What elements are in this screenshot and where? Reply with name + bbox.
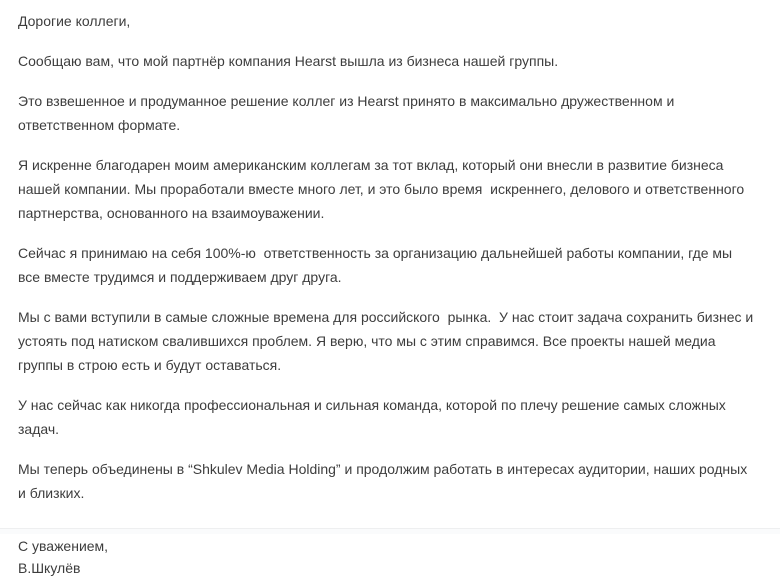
letter-paragraph: Я искренне благодарен моим американским коллегам за тот вклад, который они внесли в развитие бизнеса нашей компании. Мы проработали вместе много лет, и это было время искреннего, делового и ответственного партнерства, основанного на взаимоуважении. [18, 157, 749, 221]
signature-name: В.Шкулёв [18, 560, 81, 576]
signature-closing: С уважением, [18, 538, 109, 554]
letter-paragraph: Сейчас я принимаю на себя 100%-ю ответственность за организацию дальнейшей работы компании, где мы все вместе трудимся и поддерживаем друг друга. [18, 245, 736, 285]
letter-paragraph: Сообщаю вам, что мой партнёр компания Hearst вышла из бизнеса нашей группы. [18, 53, 559, 69]
letter-paragraph: У нас сейчас как никогда профессиональная и сильная команда, которой по плечу решение самых сложных задач. [18, 397, 730, 437]
letter-paragraph: Это взвешенное и продуманное решение коллег из Hearst принято в максимально дружественном и ответственном формате. [18, 93, 679, 133]
letter-paragraph: Мы с вами вступили в самые сложные времена для российского рынка. У нас стоит задача сохранить бизнес и устоять под натиском свалившихся проблем. Я верю, что мы с этим справимся. Все проекты нашей медиа группы в строю есть и будут оставаться. [18, 309, 758, 373]
signature-block [18, 535, 754, 579]
letter-paragraph: Мы теперь объединены в “Shkulev Media Holding” и продолжим работать в интересах аудитории, наших родных и близких. [18, 461, 752, 501]
letter-paragraph-greeting: Дорогие коллеги, [18, 13, 131, 29]
bottom-edge-strip [0, 528, 780, 534]
